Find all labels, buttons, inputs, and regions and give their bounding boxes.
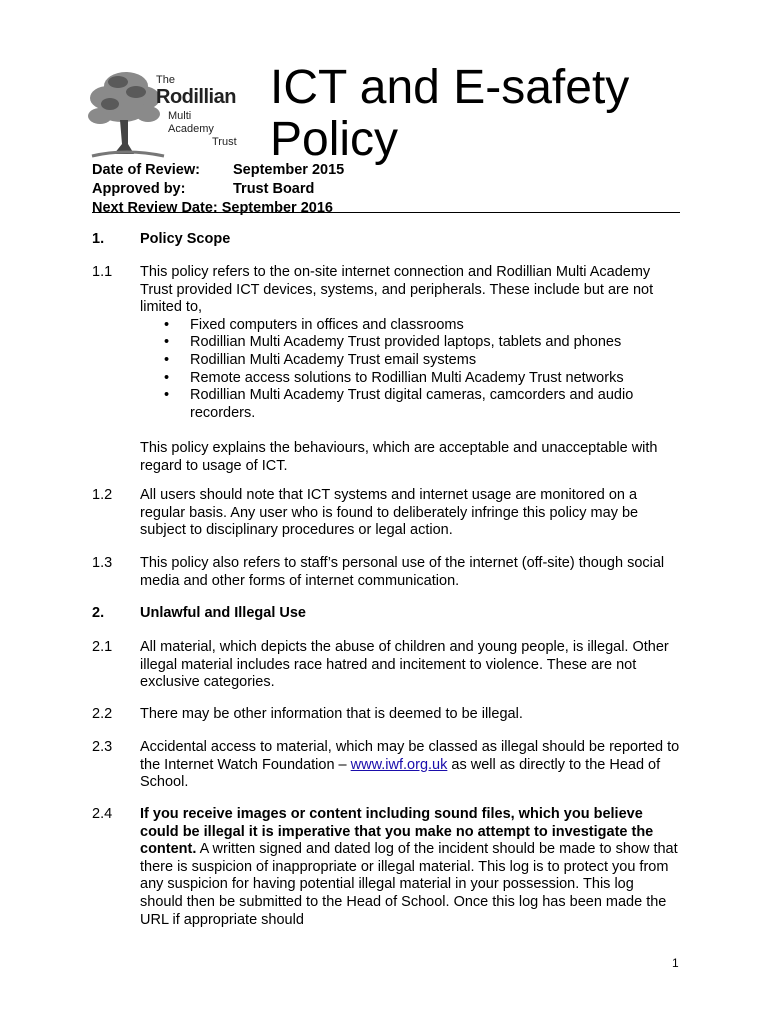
text-after-link: as well as directly to the Head of School. [140, 756, 661, 791]
page-number: 1 [672, 956, 679, 970]
logo-rodillian: Rodillian [156, 86, 236, 108]
paragraph-text: This policy also refers to staff’s personal use of the internet (off-site) though social media and other forms of internet communication. [140, 555, 665, 589]
next-review-label: Next Review Date: [92, 200, 218, 216]
section-number: 1. [92, 231, 105, 247]
page-title [270, 62, 629, 166]
next-review-value: September 2016 [221, 200, 333, 216]
review-label: Date of Review: [92, 162, 200, 178]
text-before-link: Accidental access to material, which may be classed as illegal should be reported to the Internet Watch Foundation – [140, 739, 680, 773]
title-line-2: Policy [270, 113, 399, 166]
paragraph-number: 2.3 [92, 739, 113, 755]
document-meta [92, 161, 344, 218]
paragraph-text [140, 806, 680, 929]
iwf-link[interactable]: www.iwf.org.uk [350, 756, 448, 773]
review-value: September 2015 [233, 162, 345, 178]
paragraph-intro: This policy refers to the on-site internet connection and Rodillian Multi Academy Trust provided ICT devices, systems, and peripherals. These include but are not limited to, [140, 264, 654, 316]
next-review-row [92, 199, 344, 218]
paragraph-number: 2.2 [92, 706, 113, 722]
list-item: • Rodillian Multi Academy Trust provided laptops, tablets and phones [140, 334, 680, 352]
paragraph-continuation: A written signed and dated log of the incident should be made to show that there is suspicion of inappropriate or illegal material. This log is to protect you from any suspicion for having potential illegal material in your possession. This log should then be submitted to the Head of School. Once this log has been made the URL if appropriate should [140, 841, 678, 928]
approved-label: Approved by: [92, 181, 186, 197]
logo-trust: Trust [212, 136, 237, 148]
list-item: • Rodillian Multi Academy Trust email systems [140, 352, 680, 370]
header-divider [92, 212, 680, 213]
paragraph-number: 1.2 [92, 487, 113, 503]
paragraph-text: There may be other information that is deemed to be illegal. [140, 706, 523, 722]
review-row [92, 161, 344, 180]
logo-academy: Academy [168, 123, 214, 135]
paragraph-number: 2.4 [92, 806, 113, 822]
list-item: • Remote access solutions to Rodillian Multi Academy Trust networks [140, 370, 680, 388]
title-line-1: ICT and E-safety [270, 61, 630, 114]
list-item: • Rodillian Multi Academy Trust digital cameras, camcorders and audio recorders. [140, 387, 680, 422]
paragraph-number: 2.1 [92, 639, 113, 655]
tree-icon [86, 64, 166, 160]
paragraph-number: 1.3 [92, 555, 113, 571]
paragraph-number: 1.1 [92, 264, 113, 280]
paragraph-text: All users should note that ICT systems and internet usage are monitored on a regular basis. Any user who is found to deliberately infringe this policy may be subject to disciplinary procedures or legal action. [140, 487, 639, 539]
paragraph-text [140, 739, 680, 792]
paragraph-text: All material, which depicts the abuse of children and young people, is illegal. Other illegal material includes race hatred and incitement to violence. These are not exclusive categories. [140, 639, 669, 691]
section-number: 2. [92, 605, 105, 621]
scope-list [140, 317, 680, 423]
approved-row [92, 180, 344, 199]
paragraph-outro: This policy explains the behaviours, which are acceptable and unacceptable with regard to usage of ICT. [140, 439, 658, 474]
logo-the: The [156, 74, 175, 86]
warning-text: If you receive images or content including sound files, which you believe could be illegal it is imperative that you make no attempt to investigate the content. [140, 806, 654, 858]
section-title: Policy Scope [140, 231, 231, 247]
list-item: • Fixed computers in offices and classrooms [140, 317, 680, 335]
logo-multi: Multi [168, 110, 192, 122]
section-title: Unlawful and Illegal Use [140, 605, 306, 621]
trust-logo [86, 64, 256, 160]
approved-value: Trust Board [233, 181, 315, 197]
